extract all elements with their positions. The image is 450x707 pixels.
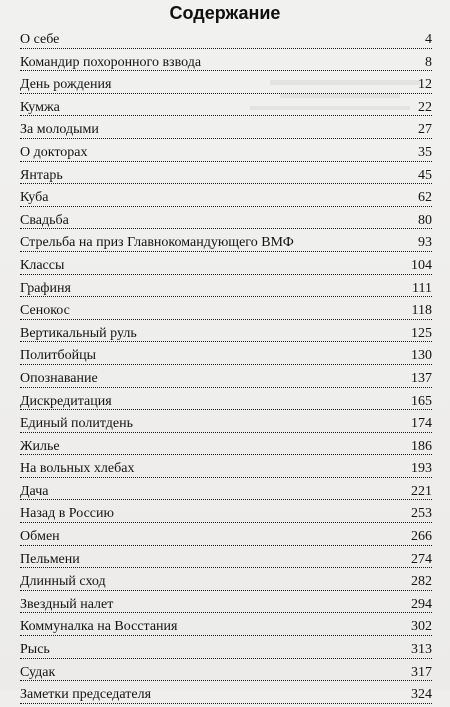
toc-entry-title: О себе — [20, 32, 60, 47]
toc-entry-page-number: 118 — [411, 303, 432, 319]
toc-entry — [20, 29, 432, 52]
toc-entry-page-number: 253 — [411, 506, 432, 522]
toc-entry-title: Жилье — [20, 438, 60, 454]
toc-entry-page-number: 266 — [411, 529, 432, 545]
toc-entry — [20, 97, 432, 120]
toc-entry-page-number: 137 — [411, 370, 432, 386]
toc-entry-title: Единый политдень — [20, 416, 133, 432]
toc-entry-page-number: 27 — [418, 122, 432, 138]
toc-entry-title: Куба — [20, 190, 49, 206]
toc-entry-title: Заметки председателя — [20, 687, 152, 703]
toc-entry-page-number: 80 — [418, 212, 432, 228]
toc-entry-title: Командир похоронного взвода — [20, 54, 202, 70]
toc-entry-page-number: 130 — [411, 348, 432, 364]
toc-entry — [20, 119, 432, 142]
toc-entry-page-number: 282 — [411, 574, 432, 590]
toc-entry — [20, 571, 432, 594]
toc-entry — [20, 187, 432, 210]
dot-leader — [20, 206, 432, 207]
toc-entry-title: Длинный сход — [20, 574, 106, 590]
toc-entry-page-number: 313 — [411, 642, 432, 658]
toc-entry — [20, 74, 432, 97]
toc-entry-title: Политбойцы — [20, 348, 97, 364]
toc-entry-page-number: 104 — [411, 257, 432, 273]
toc-entry-title: Коммуналка на Восстания — [20, 619, 178, 635]
toc-entry-title: Свадьба — [20, 212, 69, 228]
toc-entry-title: Графиня — [20, 280, 71, 296]
toc-entry-title: Опознавание — [20, 370, 98, 386]
toc-entry — [20, 391, 432, 414]
dot-leader — [20, 115, 432, 116]
toc-entry — [20, 142, 432, 165]
toc-entry — [20, 300, 432, 323]
toc-entry-page-number: 45 — [418, 167, 432, 183]
toc-entry-page-number: 22 — [418, 99, 432, 115]
dot-leader — [20, 454, 432, 455]
toc-entry-page-number: 93 — [418, 235, 432, 251]
toc-entry — [20, 255, 432, 278]
toc-entry — [20, 549, 432, 572]
toc-entry-page-number: 294 — [411, 596, 432, 612]
toc-entry-title: Кумжа — [20, 99, 60, 115]
toc-entry-title: Звездный налет — [20, 596, 114, 612]
toc-entry-title: Обмен — [20, 529, 60, 545]
dot-leader — [20, 499, 432, 500]
dot-leader — [20, 567, 432, 568]
toc-entry-page-number: 221 — [411, 483, 432, 499]
toc-entry-page-number: 324 — [411, 687, 432, 703]
toc-entry-page-number: 12 — [418, 77, 432, 93]
toc-entry-title: На вольных хлебах — [20, 461, 135, 477]
toc-entry — [20, 52, 432, 75]
toc-entry-page-number: 62 — [418, 190, 432, 206]
toc-entry — [20, 368, 432, 391]
dot-leader — [20, 228, 432, 229]
toc-entry-title: Рысь — [20, 642, 50, 658]
toc-entry-page-number: 111 — [412, 280, 432, 296]
dot-leader — [20, 545, 432, 546]
toc-entry-page-number: 125 — [411, 325, 432, 341]
toc-entry-title: День рождения — [20, 77, 112, 93]
table-of-contents — [0, 29, 450, 707]
toc-entry-title: За молодыми — [20, 122, 99, 138]
toc-entry — [20, 345, 432, 368]
dot-leader — [20, 274, 432, 275]
toc-entry-page-number: 193 — [411, 461, 432, 477]
toc-entry-title: Классы — [20, 257, 65, 273]
toc-entry-title: Сенокос — [20, 303, 70, 319]
toc-entry — [20, 639, 432, 662]
toc-entry — [20, 662, 432, 685]
toc-entry — [20, 323, 432, 346]
toc-entry-page-number: 317 — [411, 664, 432, 680]
toc-entry-title: Дискредитация — [20, 393, 112, 409]
toc-entry — [20, 526, 432, 549]
toc-entry — [20, 165, 432, 188]
toc-entry-page-number: 35 — [418, 144, 432, 160]
toc-entry — [20, 458, 432, 481]
toc-entry-title: Стрельба на приз Главнокомандующего ВМФ — [20, 235, 294, 251]
toc-entry-title: Вертикальный руль — [20, 325, 137, 341]
dot-leader — [20, 48, 432, 49]
toc-entry — [20, 616, 432, 639]
dot-leader — [20, 296, 432, 297]
toc-entry-title: Янтарь — [20, 167, 63, 183]
dot-leader — [20, 680, 432, 681]
toc-entry — [20, 278, 432, 301]
toc-entry — [20, 436, 432, 459]
toc-entry — [20, 481, 432, 504]
toc-entry-page-number: 8 — [425, 54, 432, 70]
toc-entry — [20, 594, 432, 617]
dot-leader — [20, 183, 432, 184]
toc-entry-title: Судак — [20, 664, 56, 680]
toc-entry-page-number: 4 — [425, 32, 432, 47]
dot-leader — [20, 658, 432, 659]
toc-entry-title: О докторах — [20, 144, 88, 160]
toc-entry — [20, 413, 432, 436]
toc-entry-page-number: 174 — [411, 416, 432, 432]
toc-entry-title: Назад в Россию — [20, 506, 114, 522]
toc-entry-title: Дача — [20, 483, 49, 499]
toc-entry — [20, 684, 432, 707]
toc-entry-page-number: 186 — [411, 438, 432, 454]
toc-entry — [20, 210, 432, 233]
toc-entry-page-number: 165 — [411, 393, 432, 409]
page-title: Содержание — [169, 3, 281, 23]
toc-entry-page-number: 274 — [411, 551, 432, 567]
toc-entry — [20, 503, 432, 526]
dot-leader — [20, 319, 432, 320]
toc-entry-title: Пельмени — [20, 551, 80, 567]
toc-entry-page-number: 302 — [411, 619, 432, 635]
toc-entry — [20, 232, 432, 255]
